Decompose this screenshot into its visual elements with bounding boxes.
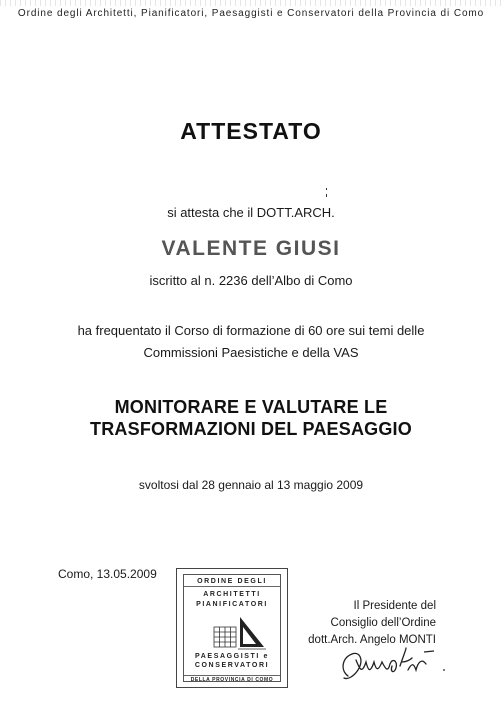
subject-line-1: MONITORARE E VALUTARE LE [114, 397, 388, 417]
handwritten-signature-icon [334, 640, 454, 686]
stamp-line-5: CONSERVATORI [194, 662, 270, 669]
president-line-2: Consiglio dell’Ordine [330, 617, 436, 629]
attesta-line: si attesta che il DOTT.ARCH. [167, 205, 335, 220]
period-line: svoltosi dal 28 gennaio al 13 maggio 2009 [138, 478, 364, 492]
place-date: Como, 13.05.2009 [58, 567, 157, 581]
scan-edge-artifact [0, 0, 502, 6]
stamp-line-2: ARCHITETTI [203, 591, 261, 598]
stamp-line-3: PIANIFICATORI [196, 601, 268, 608]
recipient-name: VALENTE GIUSI [161, 237, 341, 260]
organization-header: Ordine degli Architetti, Pianificatori, Paesaggisti e Conservatori della Provincia di Como [17, 8, 485, 19]
certificate-title: ATTESTATO [180, 118, 322, 144]
stamp-line-1: ORDINE DEGLI [184, 578, 280, 587]
stamp-line-6: DELLA PROVINCIA DI COMO [184, 675, 280, 683]
subject-line-2: TRASFORMAZIONI DEL PAESAGGIO [90, 419, 412, 439]
stamp-line-4: PAESAGGISTI e [195, 653, 269, 660]
registration-line: iscritto al n. 2236 dell’Albo di Como [149, 273, 353, 288]
order-stamp [176, 568, 288, 688]
course-line-1: ha frequentato il Corso di formazione di 60 ore sui temi delle [77, 323, 425, 338]
architecture-grid-logo-icon [210, 613, 270, 651]
stamp-frame [183, 574, 281, 682]
course-line-2: Commissioni Paesistiche e della VAS [143, 345, 359, 360]
scan-speck-icon [323, 188, 331, 198]
president-line-3: dott.Arch. Angelo MONTI [308, 634, 436, 646]
president-line-1: Il Presidente del [353, 600, 436, 612]
